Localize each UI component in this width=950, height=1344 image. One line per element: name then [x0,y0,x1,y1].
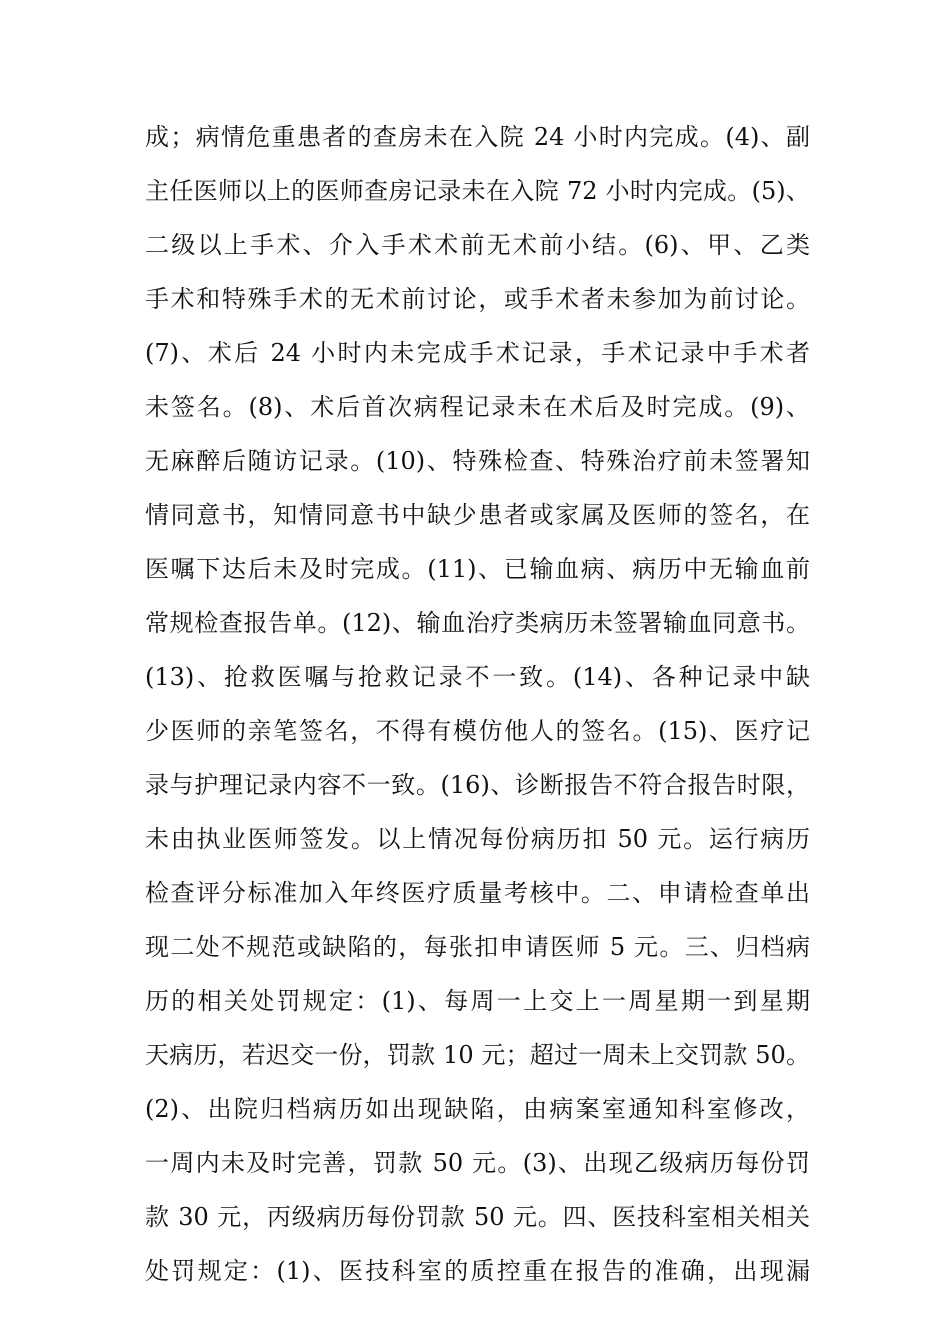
text-line: 处罚规定：(1)、医技科室的质控重在报告的准确，出现漏 [145,1257,810,1285]
text-line: 无麻醉后随访记录。(10)、特殊检查、特殊治疗前未签署知 [145,447,810,475]
text-line: (7)、术后 24 小时内未完成手术记录，手术记录中手术者 [145,339,810,367]
text-line: 检查评分标准加入年终医疗质量考核中。二、申请检查单出 [145,879,810,907]
text-line: 历的相关处罚规定：(1)、每周一上交上一周星期一到星期 [145,987,810,1015]
document-body [145,110,810,1298]
text-line: 主任医师以上的医师查房记录未在入院 72 小时内完成。(5)、 [145,177,810,205]
text-line: 现二处不规范或缺陷的，每张扣申请医师 5 元。三、归档病 [145,933,810,961]
text-line: 情同意书，知情同意书中缺少患者或家属及医师的签名，在 [145,501,810,529]
text-line: (2)、出院归档病历如出现缺陷，由病案室通知科室修改， [145,1095,810,1123]
text-line: 一周内未及时完善，罚款 50 元。(3)、出现乙级病历每份罚 [145,1149,810,1177]
text-line: 录与护理记录内容不一致。(16)、诊断报告不符合报告时限， [145,771,810,799]
text-line: (13)、抢救医嘱与抢救记录不一致。(14)、各种记录中缺 [145,663,810,691]
text-line: 手术和特殊手术的无术前讨论，或手术者未参加为前讨论。 [145,285,810,313]
text-line: 成；病情危重患者的查房未在入院 24 小时内完成。(4)、副 [145,123,810,151]
text-line: 款 30 元，丙级病历每份罚款 50 元。四、医技科室相关相关 [145,1203,810,1231]
text-line: 少医师的亲笔签名，不得有模仿他人的签名。(15)、医疗记 [145,717,810,745]
text-line: 二级以上手术、介入手术术前无术前小结。(6)、甲、乙类 [145,231,810,259]
text-line: 医嘱下达后未及时完成。(11)、已输血病、病历中无输血前 [145,555,810,583]
text-line: 常规检查报告单。(12)、输血治疗类病历未签署输血同意书。 [145,609,810,637]
text-line: 未由执业医师签发。以上情况每份病历扣 50 元。运行病历 [145,825,810,853]
text-line: 未签名。(8)、术后首次病程记录未在术后及时完成。(9)、 [145,393,810,421]
text-line: 天病历，若迟交一份，罚款 10 元；超过一周未上交罚款 50。 [145,1041,810,1069]
